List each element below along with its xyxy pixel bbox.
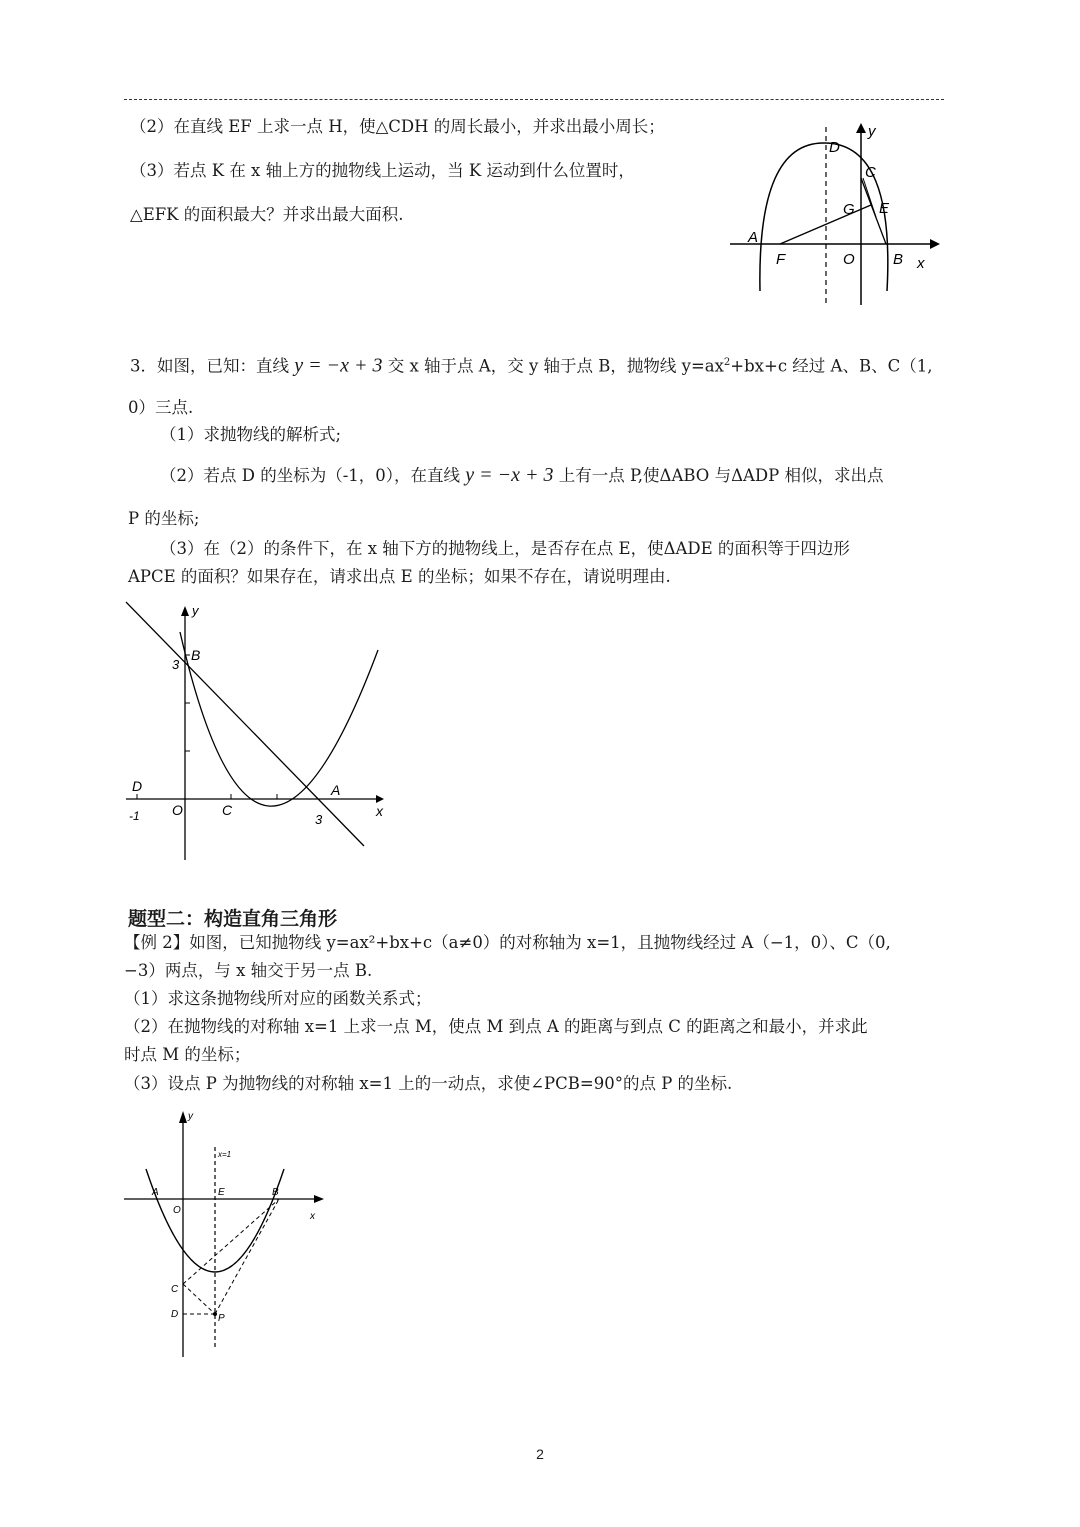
fig2-label-O: O xyxy=(172,802,183,818)
fig1-label-O: O xyxy=(843,251,855,268)
fig2-label-B: B xyxy=(191,647,201,663)
fig1-label-B: B xyxy=(893,251,904,268)
fig3-line-CP xyxy=(183,1284,215,1314)
fig3-label-x1: x=1 xyxy=(218,1150,232,1159)
fig2-label-D: D xyxy=(132,778,143,794)
example2-line1: 【例 2】如图，已知抛物线 y=ax²+bx+c（a≠0）的对称轴为 x=1，且抛物线经过 A（−1，0）、C（0, xyxy=(124,933,891,952)
section-heading: 题型二：构造直角三角形 xyxy=(128,908,338,930)
problem3-q2-b: 上有一点 P,使ΔABO 与ΔADP 相似，求出点 xyxy=(558,466,884,485)
page-number: 2 xyxy=(536,1446,544,1462)
fig1-label-D: D xyxy=(829,139,840,156)
problem3-line1-b: 交 x 轴于点 A，交 y 轴于点 B，抛物线 y=ax xyxy=(387,356,724,376)
fig1-label-C: C xyxy=(865,164,876,181)
fig3-y-arrow-icon xyxy=(179,1111,187,1123)
problem3-q1: （1）求抛物线的解析式; xyxy=(160,425,342,444)
example2-q2-line2: 时点 M 的坐标； xyxy=(124,1045,251,1064)
problem3-line2: 0）三点. xyxy=(128,398,194,417)
fig3-line-PB xyxy=(215,1199,279,1314)
problem3-line1-c: +bx+c 经过 A、B、C（1, xyxy=(730,356,933,376)
fig2-parabola xyxy=(180,632,378,806)
fig3-label-x: x xyxy=(310,1211,315,1222)
fig3-label-B: B xyxy=(272,1187,279,1198)
fig3-label-A: A xyxy=(152,1187,159,1198)
fig2-line-AB xyxy=(126,602,364,846)
fig3-label-E: E xyxy=(218,1187,225,1198)
fig2-label-C: C xyxy=(222,802,233,818)
fig1-label-x: x xyxy=(917,255,925,272)
fig1-x-arrow-icon xyxy=(930,239,940,249)
figure-1-parabola-diagram xyxy=(720,115,960,315)
problem3-equation: y = −x + 3 xyxy=(294,354,383,377)
p2-question-2: （2）在直线 EF 上求一点 H，使△CDH 的周长最小，并求出最小周长； xyxy=(130,117,665,136)
fig2-label-y: y xyxy=(192,603,199,618)
example2-q3: （3）设点 P 为抛物线的对称轴 x=1 上的一动点，求使∠PCB=90°的点 P 的坐标. xyxy=(124,1074,733,1093)
fig3-point-P xyxy=(213,1312,217,1316)
fig1-label-A: A xyxy=(748,229,759,246)
fig2-label-A: A xyxy=(331,782,341,798)
p2-question-3-line2: △EFK 的面积最大？并求出最大面积. xyxy=(130,205,404,224)
fig2-label-neg1: -1 xyxy=(129,809,140,823)
fig3-label-P: P xyxy=(218,1313,225,1324)
fig2-label-3x: 3 xyxy=(315,812,323,827)
fig3-x-arrow-icon xyxy=(314,1195,324,1203)
example2-q1: （1）求这条抛物线所对应的函数关系式； xyxy=(124,989,432,1008)
problem3-q3-line1: （3）在（2）的条件下，在 x 轴下方的抛物线上，是否存在点 E，使ΔADE 的面积等于四边形 xyxy=(160,539,850,558)
fig3-label-D: D xyxy=(171,1309,179,1320)
top-dashed-rule xyxy=(124,99,944,100)
fig1-label-y: y xyxy=(868,123,876,140)
fig1-line-CE xyxy=(863,178,876,217)
problem3-q2-line1 xyxy=(160,464,884,487)
figure-2-line-parabola-diagram xyxy=(120,598,400,863)
fig3-line-CB xyxy=(183,1199,279,1284)
fig3-label-O: O xyxy=(173,1205,181,1216)
problem3-line1 xyxy=(130,352,932,378)
problem3-superscript: 2 xyxy=(723,357,731,368)
p2-question-3-line1: （3）若点 K 在 x 轴上方的抛物线上运动，当 K 运动到什么位置时， xyxy=(130,161,635,180)
problem3-line1-a: 3．如图，已知：直线 xyxy=(130,356,289,376)
example2-line2: −3）两点，与 x 轴交于另一点 B. xyxy=(124,961,373,980)
fig2-y-arrow-icon xyxy=(181,606,189,616)
problem3-q2-equation: y = −x + 3 xyxy=(465,464,554,486)
fig3-label-C: C xyxy=(171,1284,179,1295)
fig2-x-arrow-icon xyxy=(376,795,384,803)
fig1-label-F: F xyxy=(776,251,786,268)
problem3-q2-a: （2）若点 D 的坐标为（-1，0），在直线 xyxy=(160,466,461,485)
fig1-label-E: E xyxy=(879,200,890,217)
example2-q2-line1: （2）在抛物线的对称轴 x=1 上求一点 M，使点 M 到点 A 的距离与到点 C 的距离之和最小，并求此 xyxy=(124,1017,868,1036)
fig3-label-y: y xyxy=(188,1111,193,1122)
fig2-label-3y: 3 xyxy=(172,657,180,672)
problem3-q2-line2: P 的坐标; xyxy=(128,509,200,528)
problem3-q3-line2: APCE 的面积？如果存在，请求出点 E 的坐标；如果不存在，请说明理由. xyxy=(128,567,671,586)
fig2-label-x: x xyxy=(376,803,383,819)
figure-3-parabola-diagram xyxy=(120,1105,340,1360)
fig1-y-arrow-icon xyxy=(856,123,866,133)
fig1-label-G: G xyxy=(843,201,855,218)
